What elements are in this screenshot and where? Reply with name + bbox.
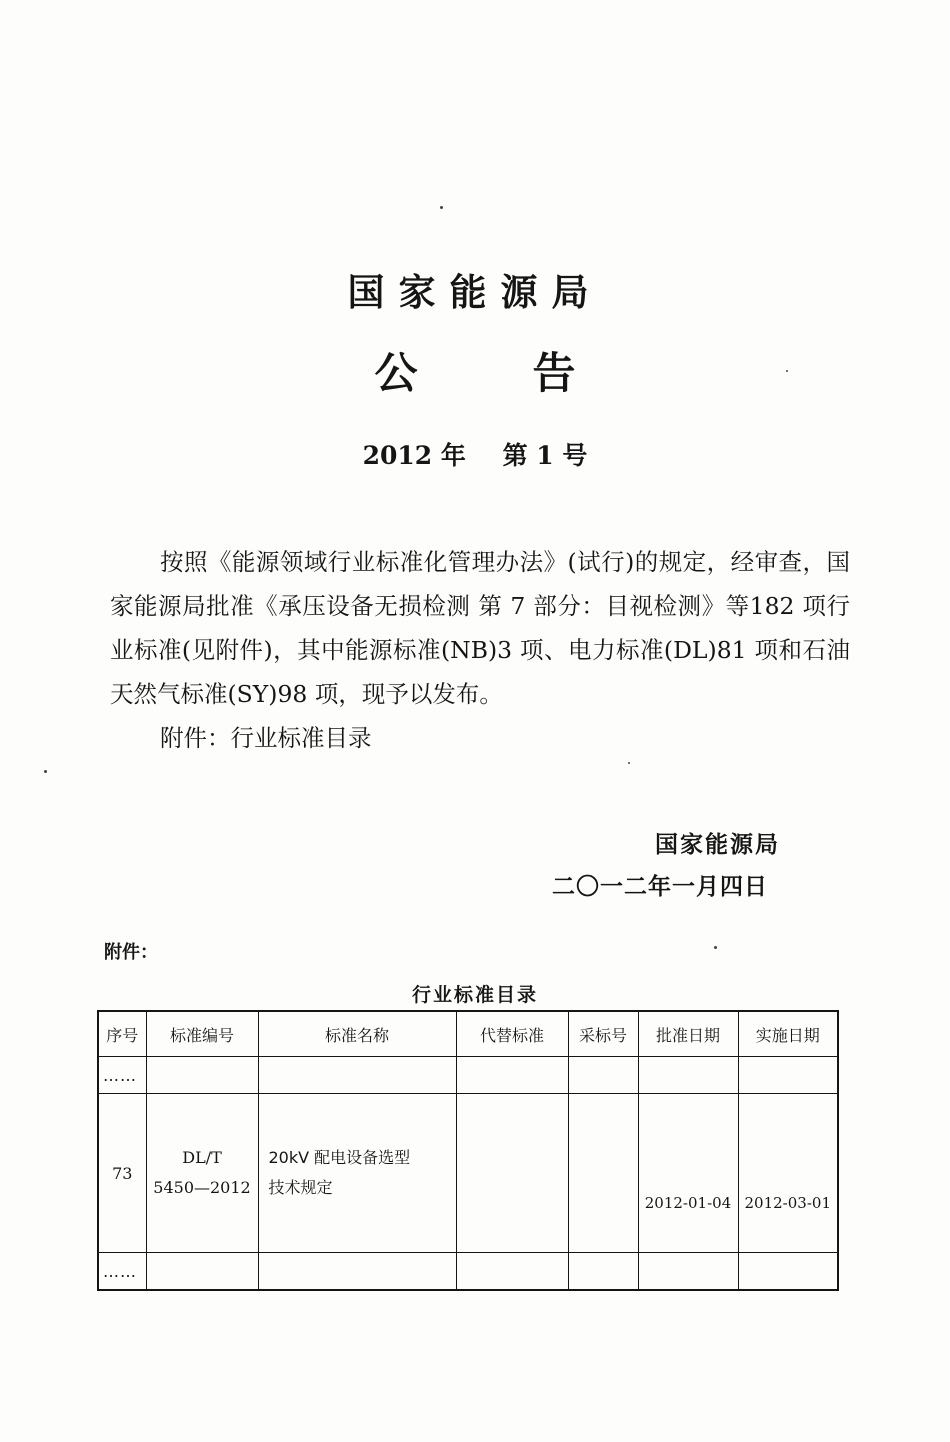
table-header-row — [98, 1011, 838, 1057]
scan-speck — [628, 762, 630, 764]
column-header: 序号 — [98, 1011, 146, 1057]
standard-name-line: 技术规定 — [268, 1178, 333, 1197]
column-header: 实施日期 — [738, 1011, 838, 1057]
ellipsis-cell: …… — [98, 1253, 146, 1291]
scan-speck — [714, 946, 717, 949]
organization-title: 国家能源局 — [347, 271, 603, 314]
announcement-paragraph: 按照《能源领域行业标准化管理办法》(试行)的规定，经审查，国家能源局批准《承压设备无损检测 第 7 部分：目视检测》等182 项行业标准(见附件)，其中能源标准(NB)3 项、电力标准(DL)81 项和石油天然气标准(SY)98 项，现予以发布。 — [110, 548, 850, 708]
ellipsis-cell: …… — [98, 1057, 146, 1094]
table-row — [98, 1094, 838, 1253]
scan-speck — [44, 770, 47, 773]
table-row — [98, 1253, 838, 1291]
column-header: 批准日期 — [638, 1011, 738, 1057]
attachment-label: 附件： — [104, 942, 158, 963]
signature-organization: 国家能源局 — [655, 832, 780, 858]
standard-name-line: 20kV 配电设备选型 — [268, 1148, 411, 1167]
effective-date: 2012-03-01 — [738, 1094, 838, 1253]
document-title: 公 告 — [374, 349, 626, 399]
attachment-line: 附件：行业标准目录 — [160, 724, 372, 752]
table-row — [98, 1057, 838, 1094]
signature-date: 二〇一二年一月四日 — [552, 874, 768, 900]
adopted-number — [568, 1094, 638, 1253]
document-number — [0, 436, 950, 472]
column-header: 标准编号 — [146, 1011, 258, 1057]
issue-number: 第 1 号 — [502, 441, 588, 470]
document-year: 2012 年 — [362, 441, 466, 470]
standard-code-line: 5450—2012 — [153, 1178, 251, 1197]
scan-speck — [440, 206, 443, 209]
column-header: 标准名称 — [258, 1011, 456, 1057]
standard-code — [146, 1094, 258, 1253]
announcement-body — [110, 540, 850, 760]
standard-code-line: DL/T — [182, 1148, 222, 1167]
column-header: 代替标准 — [456, 1011, 568, 1057]
row-index: 73 — [98, 1094, 146, 1253]
replaces-standard — [456, 1094, 568, 1253]
standards-table — [97, 1010, 839, 1291]
standard-name — [258, 1094, 456, 1253]
table-title: 行业标准目录 — [411, 984, 538, 1006]
approval-date: 2012-01-04 — [638, 1094, 738, 1253]
column-header: 采标号 — [568, 1011, 638, 1057]
